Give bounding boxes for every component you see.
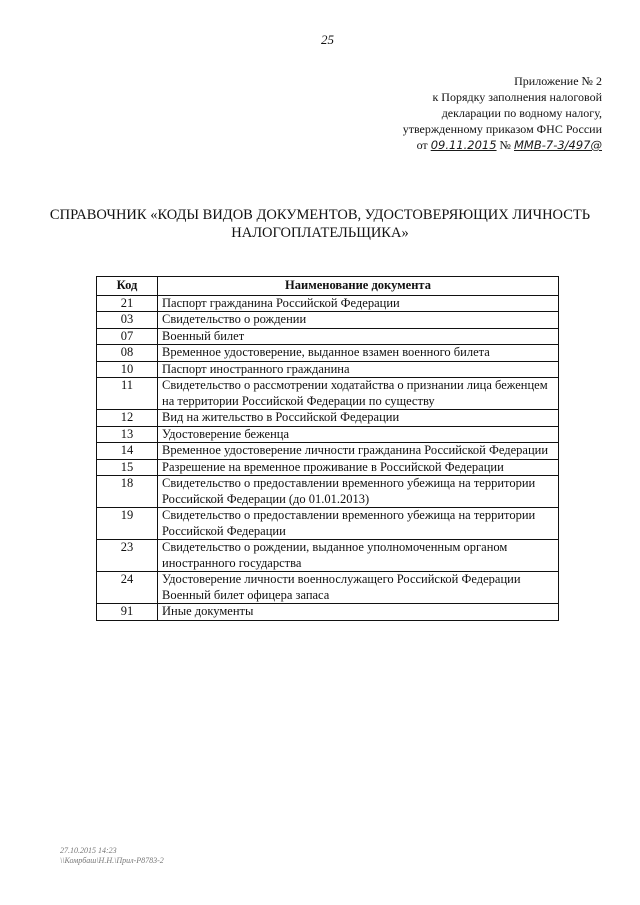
row-code: 10 xyxy=(97,361,158,378)
row-code: 12 xyxy=(97,410,158,427)
row-code: 15 xyxy=(97,459,158,476)
footer-note xyxy=(60,846,164,866)
row-document-name: Военный билет xyxy=(158,328,559,345)
table-row xyxy=(97,443,559,460)
row-document-name: Свидетельство о рождении xyxy=(158,312,559,329)
footer-line-2: \\Комрбаш\Н.Н.\Прил-Р8783-2 xyxy=(60,856,164,865)
appendix-line-4: утвержденному приказом ФНС России xyxy=(402,122,602,136)
number-label: № xyxy=(499,138,511,152)
header-name: Наименование документа xyxy=(158,277,559,296)
appendix-block xyxy=(322,73,602,153)
row-document-name: Свидетельство о предоставлении временного убежища на территории Российской Федерации (до 01.01.2013) xyxy=(158,476,559,508)
page-number: 25 xyxy=(321,32,334,47)
row-code: 07 xyxy=(97,328,158,345)
table-row xyxy=(97,540,559,572)
appendix-line-3: декларации по водному налогу, xyxy=(441,106,602,120)
row-document-name: Разрешение на временное проживание в Российской Федерации xyxy=(158,459,559,476)
row-document-name: Паспорт гражданина Российской Федерации xyxy=(158,295,559,312)
table-row xyxy=(97,345,559,362)
row-code: 91 xyxy=(97,604,158,621)
header-code: Код xyxy=(97,277,158,296)
table-row xyxy=(97,476,559,508)
table-row xyxy=(97,508,559,540)
row-document-name: Вид на жительство в Российской Федерации xyxy=(158,410,559,427)
row-code: 14 xyxy=(97,443,158,460)
row-code: 11 xyxy=(97,378,158,410)
row-document-name: Временное удостоверение личности гражданина Российской Федерации xyxy=(158,443,559,460)
title-line-1: СПРАВОЧНИК «КОДЫ ВИДОВ ДОКУМЕНТОВ, УДОСТОВЕРЯЮЩИХ ЛИЧНОСТЬ xyxy=(49,207,591,223)
page-title xyxy=(40,206,600,242)
row-document-name: Удостоверение личности военнослужащего Российской Федерации Военный билет офицера запаса xyxy=(158,572,559,604)
table-row xyxy=(97,312,559,329)
table-row xyxy=(97,295,559,312)
order-number: ММВ-7-3/497@ xyxy=(514,138,602,152)
table-row xyxy=(97,426,559,443)
row-code: 03 xyxy=(97,312,158,329)
row-document-name: Паспорт иностранного гражданина xyxy=(158,361,559,378)
row-code: 21 xyxy=(97,295,158,312)
order-date: 09.11.2015 xyxy=(430,138,497,152)
row-document-name: Свидетельство о предоставлении временного убежища на территории Российской Федерации xyxy=(158,508,559,540)
table-row xyxy=(97,604,559,621)
table-row xyxy=(97,410,559,427)
row-document-name: Временное удостоверение, выданное взамен военного билета xyxy=(158,345,559,362)
row-code: 24 xyxy=(97,572,158,604)
document-codes-table xyxy=(96,276,559,621)
appendix-order-ref xyxy=(322,137,602,153)
row-document-name: Иные документы xyxy=(158,604,559,621)
footer-line-1: 27.10.2015 14:23 xyxy=(60,846,117,855)
table-row xyxy=(97,378,559,410)
table-body xyxy=(97,295,559,620)
table-row xyxy=(97,459,559,476)
appendix-line-1: Приложение № 2 xyxy=(514,74,602,88)
row-document-name: Удостоверение беженца xyxy=(158,426,559,443)
appendix-line-2: к Порядку заполнения налоговой xyxy=(432,90,602,104)
from-label: от xyxy=(416,138,428,152)
row-code: 19 xyxy=(97,508,158,540)
row-code: 13 xyxy=(97,426,158,443)
table-row xyxy=(97,328,559,345)
table-row xyxy=(97,572,559,604)
row-code: 18 xyxy=(97,476,158,508)
row-document-name: Свидетельство о рассмотрении ходатайства о признании лица беженцем на территории Российской Федерации по существу xyxy=(158,378,559,410)
table-row xyxy=(97,361,559,378)
table-header-row xyxy=(97,277,559,296)
row-document-name: Свидетельство о рождении, выданное уполномоченным органом иностранного государства xyxy=(158,540,559,572)
title-line-2: НАЛОГОПЛАТЕЛЬЩИКА» xyxy=(231,225,409,241)
row-code: 08 xyxy=(97,345,158,362)
row-code: 23 xyxy=(97,540,158,572)
